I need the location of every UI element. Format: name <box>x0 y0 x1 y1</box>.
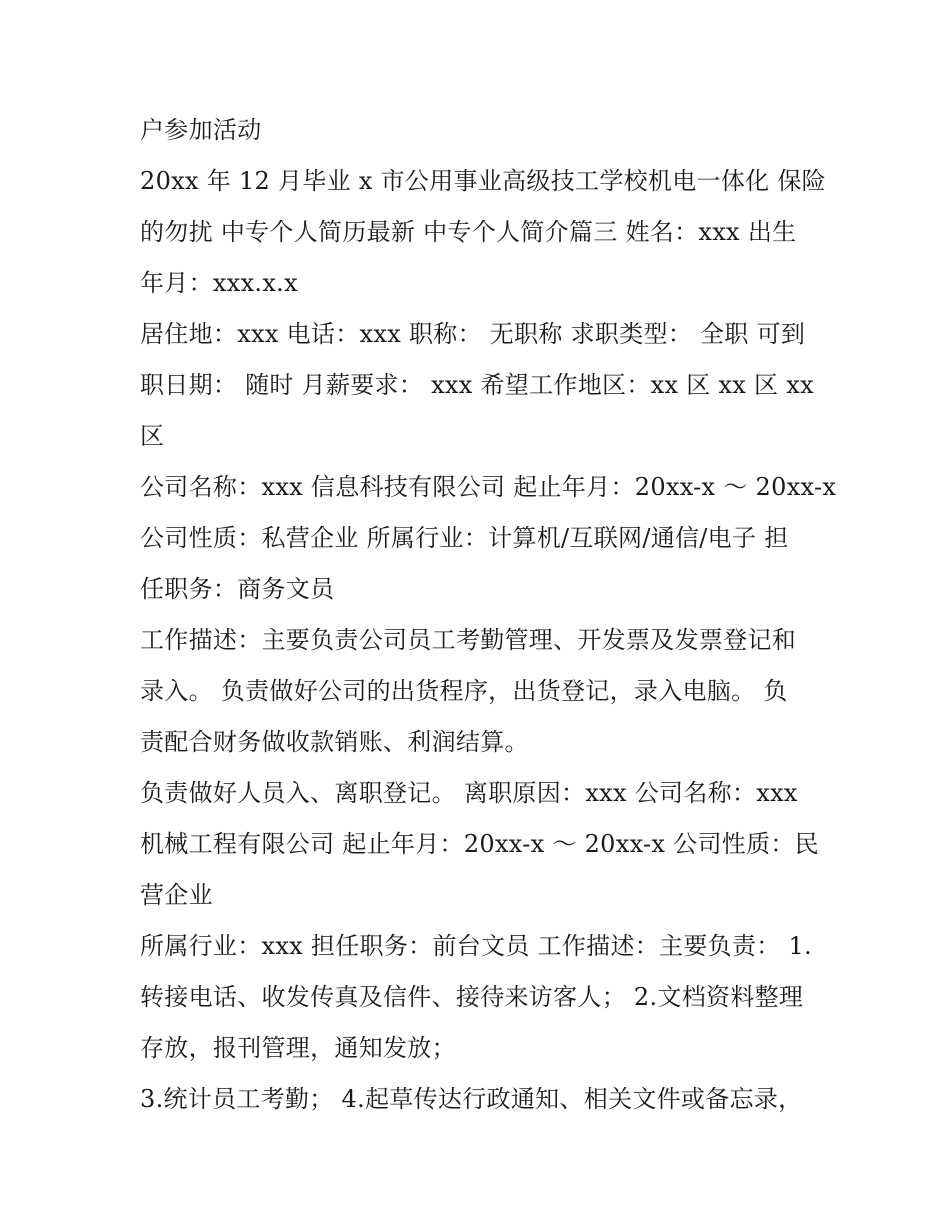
text-line: 20xx 年 12 月毕业 x 市公用事业高级技工学校机电一体化 保险 <box>140 167 826 195</box>
text-line: 工作描述：主要负责公司员工考勤管理、开发票及发票登记和 <box>140 626 797 654</box>
text-line: 居住地：xxx 电话：xxx 职称： 无职称 求职类型： 全职 可到 <box>140 320 806 348</box>
text-line: 责配合财务做收款销账、利润结算。 <box>140 728 529 756</box>
text-line: 机械工程有限公司 起止年月：20xx-x ～ 20xx-x 公司性质：民 <box>140 830 819 858</box>
text-line: 转接电话、收发传真及信件、接待来访客人； 2.文档资料整理 <box>140 983 804 1011</box>
text-line: 录入。 负责做好公司的出货程序，出货登记，录入电脑。 负 <box>140 677 788 705</box>
resume-text-body <box>140 105 837 1125</box>
text-line: 公司名称：xxx 信息科技有限公司 起止年月：20xx-x ～ 20xx-x <box>140 473 837 501</box>
text-line: 区 <box>140 422 165 450</box>
text-line: 存放，报刊管理，通知发放； <box>140 1034 456 1062</box>
text-line: 年月：xxx.x.x <box>140 269 298 297</box>
text-line: 营企业 <box>140 881 213 909</box>
text-line: 公司性质：私营企业 所属行业：计算机/互联网/通信/电子 担 <box>140 524 789 552</box>
text-line: 户参加活动 <box>140 116 262 144</box>
text-line: 任职务：商务文员 <box>140 575 335 603</box>
text-line: 负责做好人员入、离职登记。 离职原因：xxx 公司名称：xxx <box>140 779 798 807</box>
text-line: 的勿扰 中专个人简历最新 中专个人简介篇三 姓名：xxx 出生 <box>140 218 797 246</box>
text-line: 职日期： 随时 月薪要求： xxx 希望工作地区：xx 区 xx 区 xx <box>140 371 814 399</box>
text-line: 3.统计员工考勤； 4.起草传达行政通知、相关文件或备忘录， <box>140 1085 803 1113</box>
text-line: 所属行业：xxx 担任职务：前台文员 工作描述：主要负责： 1. <box>140 932 812 960</box>
